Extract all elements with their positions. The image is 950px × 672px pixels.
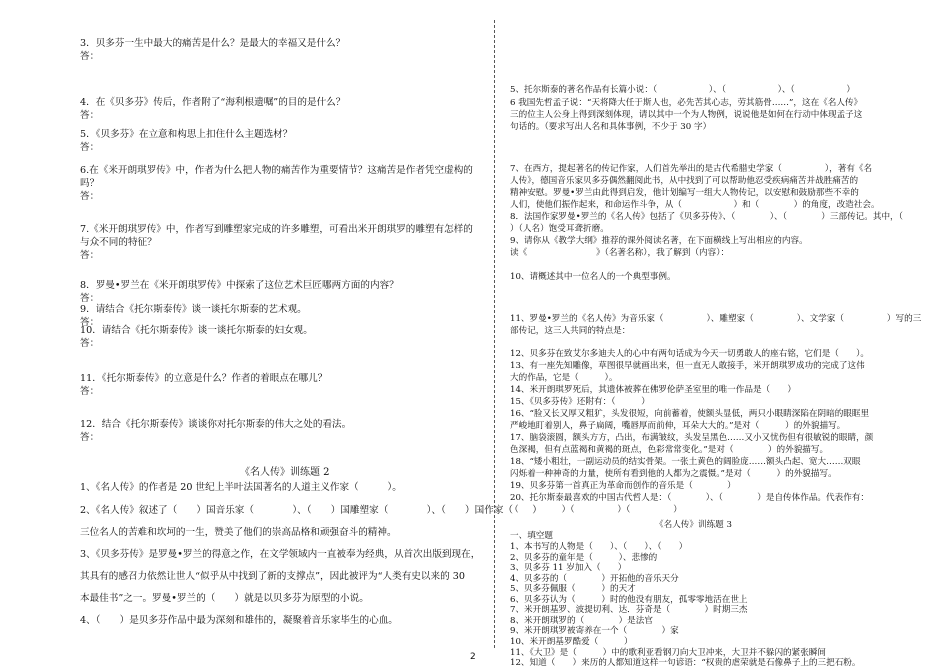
text-line: 答： — [80, 250, 100, 261]
text-line: 10、米开朗基罗酷爱（ ） — [510, 637, 633, 648]
text-line: 17、脑袋滚圆，额头方方，凸出，布满皱纹，头发呈黑色……又小又忧伤但有很敏锐的眼睛，颜 — [510, 433, 874, 443]
text-line: 人们，使他们振作起来，和命运作斗争，从（ ）和（ ）的角度，改造社会。 — [510, 200, 880, 210]
text-line: 7、在西方，提起著名的传记作家，人们首先举出的是古代希腊史学家（ ），著有《名 — [510, 164, 873, 174]
text-line: ）（人名）饱受耳聋折磨。 — [510, 224, 609, 234]
text-line: 6、贝多芬认为（ ）时的他没有朋友，孤零零地活在世上 — [510, 594, 748, 605]
text-line: 三位名人的苦难和坎坷的一生，赞美了他们的崇高品格和顽强奋斗的精神。 — [80, 527, 397, 538]
text-line: 答： — [80, 191, 100, 202]
text-line: 12、知道（ ）来历的人都知道这样一句谚语：“权贵的虐荣就是石像鼻子上的三把石粉。 — [510, 658, 861, 669]
text-line: 4、贝多芬的（ ）开拓他的音乐天分 — [510, 573, 679, 584]
page-number: 2 — [470, 652, 476, 662]
text-line: 13、有一座先知雕像，草图很早就画出来，但一直无人敢接手，米开朗琪罗成功的完成了这伟 — [510, 361, 865, 371]
text-line: 4、（ ）是贝多芬作品中最为深刻和雄伟的，凝聚着音乐家毕生的心血。 — [80, 615, 398, 626]
text-line: 9、请你从《教学大纲》推荐的课外阅读名著，在下面横线上写出相应的内容。 — [510, 236, 808, 246]
text-line: 答： — [80, 293, 100, 304]
text-line: 句话的。（要求写出人名和具体事例，不少于 30 字） — [510, 122, 712, 132]
text-line: 色深褐，但有点蓝褐和黄褐的斑点，色彩常常变化。”是对（ ）的外貌描写。 — [510, 445, 829, 455]
text-line: 与众不同的特征？ — [80, 237, 157, 248]
text-line: 8、米开朗琪罗的（ ）是法官 — [510, 615, 653, 626]
text-line: 6 我国先哲孟子说：“天将降大任于斯人也，必先苦其心志，劳其筋骨……”，这在《名人传》 — [510, 98, 863, 108]
text-line: 11．《托尔斯泰传》的立意是什么？作者的着眼点在哪儿？ — [80, 373, 328, 384]
text-line: 9．请结合《托尔斯泰传》谈一谈托尔斯泰的艺术观。 — [80, 304, 307, 315]
section-title: 《名人传》训练题 3 — [655, 520, 732, 530]
text-line: 吗？ — [80, 178, 100, 189]
text-line: 11、罗曼•罗兰的《名人传》为音乐家（ ）、雕塑家（ ）、文学家（ ）写的三 — [510, 314, 922, 324]
column-divider — [494, 20, 495, 648]
text-line: 人传》，德国音乐家贝多芬偶然翻阅此书，从中找到了可以帮助他忍受疾病痛苦并战胜痛苦的 — [510, 176, 859, 186]
text-line: 12．结合《托尔斯泰传》谈谈你对托尔斯泰的伟大之处的看法。 — [80, 419, 352, 430]
text-line: 16、“脸又长又厚又粗犷，头发很短，向前蓄着，使额头显低，两只小眼睛深陷在阴暗的眼眶里 — [510, 409, 870, 419]
text-line: 15、《贝多芬传》还附有：（ ） — [510, 397, 650, 407]
text-line: 三的位主人公身上得到深刻体现，请以其中一个为人物例，说说他是如何在行动中体现孟子这 — [510, 110, 863, 120]
text-line: 7、米开朗基罗、波提切利、达．芬奇是（ ）时期三杰 — [510, 605, 748, 616]
text-line: 10．请结合《托尔斯泰传》谈一谈托尔斯泰的妇女观。 — [80, 325, 313, 336]
text-line: 5、贝多芬佩服（ ）的天才 — [510, 584, 636, 595]
text-line: 19、贝多芬第一首真正为革命而创作的音乐是（ ） — [510, 481, 736, 491]
text-line: 2、《名人传》叙述了（ ）国音乐家（ ）、（ ）国雕塑家（ ）、（ ）国作家（ ） — [80, 505, 542, 516]
text-line: 3、《贝多芬传》是罗曼•罗兰的得意之作，在文学领域内一直被奉为经典，从首次出版到现在， — [80, 549, 481, 560]
text-line: 答： — [80, 432, 100, 443]
text-line: 一、填空题 — [510, 531, 553, 542]
text-line: 12、贝多芬在致艾尔多迪夫人的心中有两句话成为今天一切勇敢人的座右铭，它们是（ ）。 — [510, 349, 869, 359]
text-line: 大的作品，它是（ ）。 — [510, 373, 618, 383]
text-line: 5．《贝多芬》在立意和构思上扣住什么主题选材？ — [80, 129, 293, 140]
text-line: 2、贝多芬的童年是（ ）、悲惨的 — [510, 552, 658, 563]
text-line: 答： — [80, 338, 100, 349]
text-line: 18、“矮小粗壮，一副运动员的结实骨架。一张土黄色的阔脸庞……额头凸起、宽大……双眼 — [510, 457, 861, 467]
text-line: 部传记，这三人共同的特点是： — [510, 326, 631, 336]
text-line: 14、米开朗琪罗死后，其遗体被葬在佛罗伦萨圣室里的唯一作品是（ ） — [510, 385, 796, 395]
text-line: 20、托尔斯泰最喜欢的中国古代哲人是：（ ）、（ ）是自传体作品。代表作有： — [510, 493, 869, 503]
text-line: 3、贝多芬 11 岁加入（ ） — [510, 563, 627, 574]
section-title: 《名人传》训练题 2 — [240, 467, 330, 478]
text-line: 4．在《贝多芬》传后，作者附了“海利根遗嘱”的目的是什么？ — [80, 97, 346, 108]
text-line: 答： — [80, 386, 100, 397]
text-line: 严峻地盯着别人，鼻子扁阔，嘴唇厚而前伸，耳朵大大的。”是对（ ）的外貌描写。 — [510, 421, 846, 431]
text-line: 10、请概述其中一位名人的一个典型事例。 — [510, 272, 676, 282]
text-line: 9、米开朗琪罗被寄养在一个（ ）家 — [510, 626, 679, 637]
text-line: 5、托尔斯泰的著名作品有长篇小说：（ ）、（ ）、（ ） — [510, 85, 855, 95]
text-line: 闪烁着一种神奇的力量，使所有看到他的人都为之震慑。”是对（ ）的外貌描写。 — [510, 469, 837, 479]
text-line: （ ）（ ）（ ） — [510, 505, 682, 515]
text-line: 3．贝多芬一生中最大的痛苦是什么？是最大的幸福又是什么？ — [80, 38, 346, 49]
text-line: 精神安慰。罗曼•罗兰由此得到启发，他计划编写一组大人物传记，以安慰和鼓励那些不幸的 — [510, 188, 859, 198]
text-line: 7.《米开朗琪罗传》中，作者写到雕塑家完成的许多雕塑，可看出米开朗琪罗的雕塑有怎样的 — [80, 224, 473, 235]
text-line: 答： — [80, 110, 100, 121]
text-line: 1、本书写的人物是（ ）、（ ）、（ ） — [510, 542, 688, 552]
text-line: 读《 》（名著名称），我了解到（内容）： — [510, 248, 730, 258]
text-line: 8．罗曼•罗兰在《米开朗琪罗传》中探索了这位艺术巨匠哪两方面的内容？ — [80, 280, 399, 291]
text-line: 11、《大卫》是（ ）中的歌利亚看钢刀向大卫冲来，大卫并不躲闪的紧张瞬间 — [510, 647, 827, 658]
text-line: 本最佳书”之一。罗曼•罗兰的（ ）就是以贝多芬为原型的小说。 — [80, 593, 369, 604]
text-line: 8．法国作家罗曼•罗兰的《名人传》包括了《贝多芬传》、（ ）、（ ）三部传记。其中，（ — [510, 212, 903, 222]
text-line: 答： — [80, 142, 100, 153]
text-line: 答： — [80, 317, 100, 328]
text-line: 6.在《米开朗琪罗传》中，作者为什么把人物的痛苦作为重要情节？这痛苦是作者凭空虚构的 — [80, 165, 473, 176]
text-line: 1、《名人传》的作者是 20 世纪上半叶法国著名的人道主义作家（ ）。 — [80, 482, 402, 493]
text-line: 其具有的感召力依然让世人“似乎从中找到了新的支撑点”，因此被评为“人类有史以来的 30 — [80, 571, 465, 582]
text-line: 答： — [80, 51, 100, 62]
